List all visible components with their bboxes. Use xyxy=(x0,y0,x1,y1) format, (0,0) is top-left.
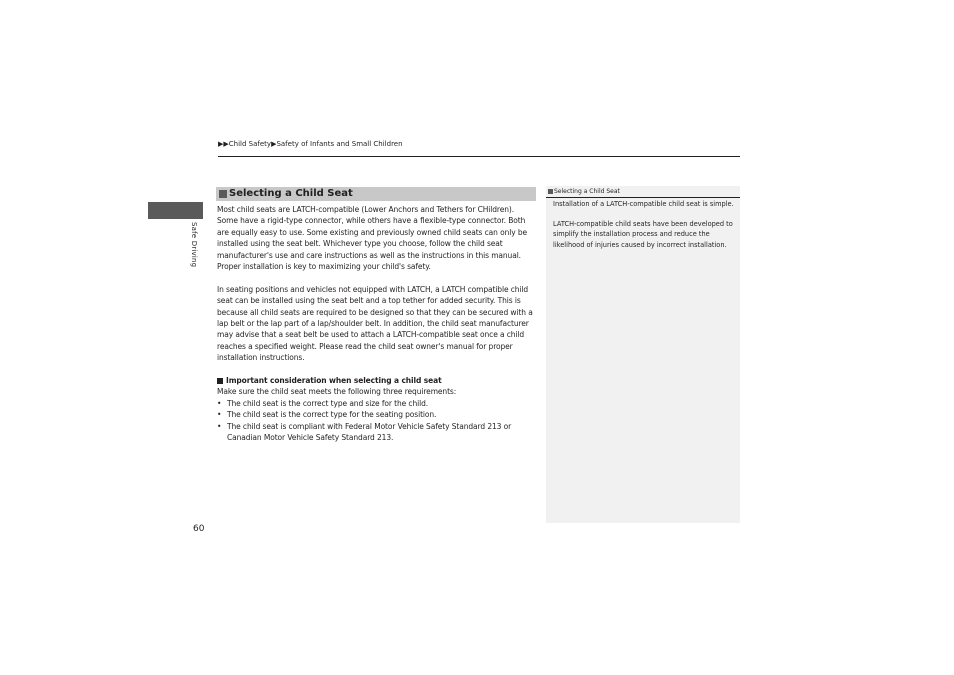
section-square-icon xyxy=(219,190,227,198)
breadcrumb xyxy=(218,139,403,149)
breadcrumb-level-2[interactable]: Safety of Infants and Small Children xyxy=(276,140,403,148)
paragraph: In seating positions and vehicles not equipped with LATCH, a LATCH compatible child seat can be installed using the seat belt and a top tether for added security. This is because all child seats are required to be designed so that they can be secured with a lap belt or the lap part of a lap/shoulder belt. In addition, the child seat manufacturer may advise that a seat belt be used to attach a LATCH-compatible seat once a child reaches a specified weight. Please read the child seat owner's manual for proper installation instructions. xyxy=(217,284,533,363)
sidebar-title-text: Selecting a Child Seat xyxy=(554,188,620,195)
list-item: • The child seat is the correct type and size for the child. xyxy=(217,398,429,408)
subheading-text: Important consideration when selecting a child seat xyxy=(226,376,442,386)
section-title: Selecting a Child Seat xyxy=(229,188,353,199)
sidebar-paragraph: LATCH-compatible child seats have been developed to simplify the installation process and reduce the likelihood of injuries caused by incorrect installation. xyxy=(553,220,733,249)
square-bullet-icon xyxy=(217,378,223,384)
page-number: 60 xyxy=(193,524,205,534)
list-item: • The child seat is the correct type for the seating position. xyxy=(217,410,437,420)
subheading xyxy=(217,375,535,386)
chapter-label: Safe Driving xyxy=(190,222,198,268)
requirements-intro: Make sure the child seat meets the following three requirements: xyxy=(217,387,457,397)
arrow-icon: ▶ xyxy=(271,140,277,148)
bullet-icon: • xyxy=(217,421,222,431)
list-item: • The child seat is compliant with Federal Motor Vehicle Safety Standard 213 or Canadian Motor Vehicle Safety Standard 213. xyxy=(217,421,512,443)
section-heading xyxy=(216,187,536,201)
bullet-icon: • xyxy=(217,410,222,420)
paragraph: Most child seats are LATCH-compatible (Lower Anchors and Tethers for CHildren). Some have a rigid-type connector, while others have a flexible-type connector. Both are equally easy to use. Some existing and previously owned child seats can only be installed using the seat belt. Whichever type you choose, follow the child seat manufacturer's use and care instructions as well as the instructions in this manual. Proper installation is key to maximizing your child's safety. xyxy=(217,205,528,272)
header-divider xyxy=(218,156,740,157)
chapter-tab xyxy=(148,202,203,219)
bullet-icon: • xyxy=(217,398,222,408)
main-content xyxy=(217,204,535,444)
sidebar-body xyxy=(553,199,735,250)
requirements-list xyxy=(217,398,535,444)
sidebar-paragraph: Installation of a LATCH-compatible child seat is simple. xyxy=(553,200,734,208)
sidebar-title xyxy=(546,186,740,198)
double-arrow-icon: ▶▶ xyxy=(218,140,229,148)
breadcrumb-level-1[interactable]: Child Safety xyxy=(228,140,272,148)
note-square-icon xyxy=(548,189,553,194)
sidebar-note xyxy=(546,186,740,523)
